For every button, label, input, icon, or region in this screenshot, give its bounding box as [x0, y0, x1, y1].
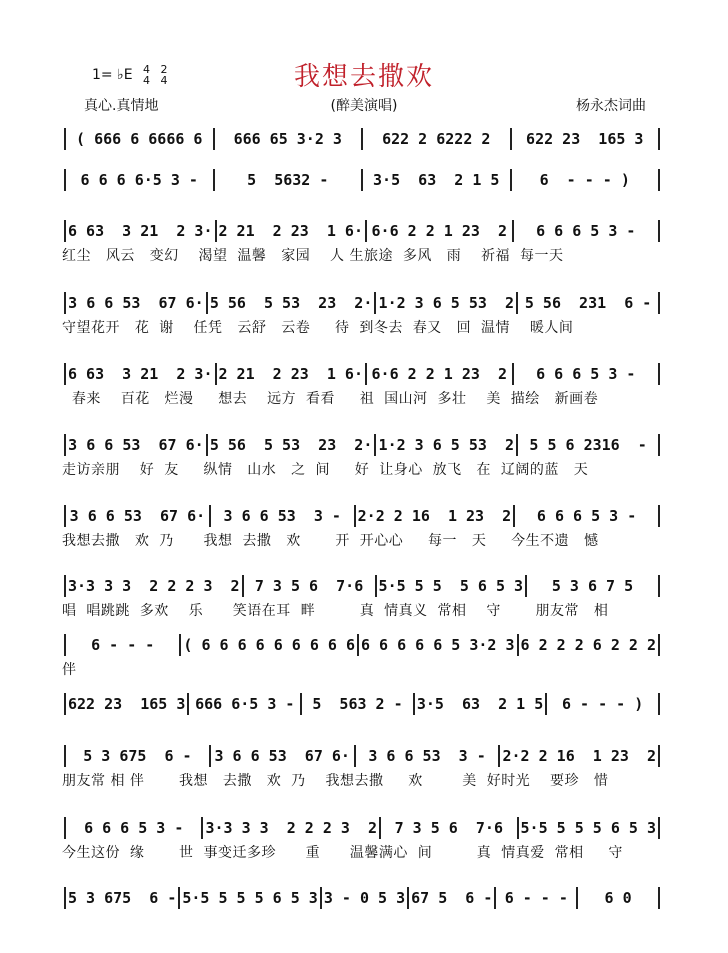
time-sig-a: 4 4: [143, 63, 150, 87]
barline: [64, 169, 66, 191]
barline: [215, 363, 217, 385]
barline: [658, 292, 660, 314]
measure: 3 6 6 53 3 -: [223, 507, 341, 525]
notation-line: [62, 292, 662, 314]
measure: 3 6 6 53 3 -: [368, 747, 486, 765]
measure: 3 6 6 53 67 6·: [68, 294, 204, 312]
barline: [361, 169, 363, 191]
barline: [361, 128, 363, 150]
barline: [64, 817, 66, 839]
barline: [64, 505, 66, 527]
measure: 6 6 6 5 3 -: [536, 365, 636, 383]
measure: 622 23 165 3: [68, 695, 186, 713]
barline: [215, 220, 217, 242]
barline: [64, 363, 66, 385]
notation-line: [62, 575, 662, 597]
measure: 5 56 5 53 23 2·: [209, 436, 373, 454]
barline: [354, 505, 356, 527]
lyrics-line: 我想去撒 欢 乃 我想 去撒 欢 开 开心心 每一 天 今生不遗 憾: [62, 533, 599, 549]
barline: [354, 745, 356, 767]
measure: 2 21 2 23 1 6·: [218, 365, 363, 383]
barline: [576, 887, 578, 909]
barline: [64, 575, 66, 597]
measure: 5·5 5 5 5 6 5 3: [182, 889, 318, 907]
barline: [64, 220, 66, 242]
notation-line: [62, 434, 662, 456]
lyrics-line: 朋友常 相 伴 我想 去撒 欢 乃 我想去撒 欢 美 好时光 要珍 惜: [62, 773, 609, 789]
lyrics-line: 唱 唱跳跳 多欢 乐 笑语在耳 畔 真 情真义 常相 守 朋友常 相: [62, 603, 609, 619]
barline: [510, 128, 512, 150]
barline: [407, 887, 409, 909]
measure: 1·2 3 6 5 53 2: [378, 294, 515, 312]
measure: 666 65 3·2 3: [233, 130, 342, 148]
barline: [516, 434, 518, 456]
measure: 6 6 6 5 3 -: [536, 507, 637, 525]
barline: [498, 745, 500, 767]
barline: [517, 634, 519, 656]
measure: 6 0: [604, 889, 632, 907]
barline: [658, 745, 660, 767]
measure: 67 5 6 -: [411, 889, 493, 907]
notation-line: [62, 887, 662, 909]
barline: [658, 220, 660, 242]
measure: 6 - - -: [91, 636, 155, 654]
score-row: [62, 887, 662, 909]
notation-line: [62, 745, 662, 767]
measure: ( 666 6 6666 6: [76, 130, 203, 148]
measure: 5 5 6 2316 -: [529, 436, 647, 454]
barline: [413, 693, 415, 715]
barline: [242, 575, 244, 597]
barline: [379, 817, 381, 839]
barline: [374, 292, 376, 314]
barline: [374, 434, 376, 456]
measure: 3 - 0 5 3: [323, 889, 406, 907]
barline: [209, 505, 211, 527]
lyrics-line: 今生这份 缘 世 事变迁多珍 重 温馨满心 间 真 情真爱 常相 守: [62, 845, 623, 861]
score-row: [62, 693, 662, 715]
score-row: [62, 128, 662, 150]
barline: [658, 575, 660, 597]
barline: [201, 817, 203, 839]
lyrics-line: 红尘 风云 变幻 渴望 温馨 家园 人 生旅途 多风 雨 祈福 每一天: [62, 248, 564, 264]
measure: 6 63 3 21 2 3·: [68, 365, 213, 383]
measure: 5 56 5 53 23 2·: [209, 294, 373, 312]
barline: [658, 634, 660, 656]
notation-line: [62, 693, 662, 715]
measure: ( 6 6 6 6 6 6 6 6 6: [183, 636, 355, 654]
measure: 5·5 5 5 5 6 5 3: [378, 577, 524, 595]
barline: [64, 128, 66, 150]
measure: 5 5632 -: [247, 171, 329, 189]
measure: 6 6 6 5 3 -: [84, 819, 184, 837]
measure: 5 563 2 -: [312, 695, 403, 713]
measure: 3 6 6 53 67 6·: [68, 436, 204, 454]
barline: [658, 169, 660, 191]
lyrics-line: 伴: [62, 662, 77, 678]
measure: 3·5 63 2 1 5: [373, 171, 500, 189]
barline: [64, 887, 66, 909]
measure: 6 - - - ): [562, 695, 644, 713]
measure: 2·2 2 16 1 23 2: [502, 747, 657, 765]
measure: 5 3 675 6 -: [83, 747, 192, 765]
measure: 3·3 3 3 2 2 2 3 2: [68, 577, 240, 595]
measure: 6 6 6 6 6 5 3·2 3: [361, 636, 515, 654]
barline: [658, 887, 660, 909]
measure: 622 23 165 3: [526, 130, 644, 148]
measure: 6 2 2 2 6 2 2 2: [520, 636, 656, 654]
song-subtitle: (醉美演唱): [330, 98, 398, 114]
measure: 6 63 3 21 2 3·: [68, 222, 213, 240]
measure: 3·3 3 3 2 2 2 3 2: [205, 819, 378, 837]
barline: [209, 745, 211, 767]
score-row: [62, 292, 662, 338]
measure: 2·2 2 16 1 23 2: [357, 507, 512, 525]
lyrics-line: 守望花开 花 谢 任凭 云舒 云卷 待 到冬去 春又 回 温情 暖人间: [62, 320, 574, 336]
barline: [512, 363, 514, 385]
barline: [178, 887, 180, 909]
notation-line: [62, 817, 662, 839]
barline: [365, 363, 367, 385]
barline: [658, 128, 660, 150]
barline: [64, 745, 66, 767]
barline: [179, 634, 181, 656]
measure: 5 3 675 6 -: [68, 889, 177, 907]
time-sig-b: 2 4: [160, 63, 168, 87]
barline: [357, 634, 359, 656]
barline: [206, 292, 208, 314]
barline: [64, 434, 66, 456]
score-row: [62, 434, 662, 480]
barline: [206, 434, 208, 456]
lyrics-line: 走访亲朋 好 友 纵情 山水 之 间 好 让身心 放飞 在 辽阔的蓝 天: [62, 462, 589, 478]
measure: 3 6 6 53 67 6·: [69, 507, 206, 525]
score-row: [62, 505, 662, 551]
notation-line: [62, 220, 662, 242]
barline: [517, 817, 519, 839]
barline: [658, 434, 660, 456]
notation-line: [62, 169, 662, 191]
measure: 7 3 5 6 7·6: [254, 577, 364, 595]
barline: [513, 505, 515, 527]
score-row: [62, 169, 662, 191]
measure: 2 21 2 23 1 6·: [218, 222, 363, 240]
barline: [658, 693, 660, 715]
measure: 6 - - -: [504, 889, 568, 907]
measure: 5 56 231 6 -: [524, 294, 652, 312]
measure: 1·2 3 6 5 53 2: [378, 436, 515, 454]
barline: [64, 634, 66, 656]
barline: [525, 575, 527, 597]
key-label: 1= ♭E: [92, 67, 133, 83]
song-author: 杨永杰词曲: [576, 98, 646, 114]
barline: [213, 128, 215, 150]
barline: [494, 887, 496, 909]
barline: [516, 292, 518, 314]
measure: 5·5 5 5 5 6 5 3: [520, 819, 656, 837]
lyrics-line: 春来 百花 烂漫 想去 远方 看看 祖 国山河 多壮 美 描绘 新画卷: [62, 391, 599, 407]
measure: 6·6 2 2 1 23 2: [371, 222, 507, 240]
barline: [213, 169, 215, 191]
measure: 6 - - - ): [539, 171, 630, 189]
measure: 666 6·5 3 -: [195, 695, 295, 713]
measure: 3 6 6 53 67 6·: [214, 747, 350, 765]
score-row: [62, 634, 662, 680]
score-row: [62, 745, 662, 791]
notation-line: [62, 634, 662, 656]
barline: [365, 220, 367, 242]
barline: [510, 169, 512, 191]
score-row: [62, 220, 662, 266]
notation-line: [62, 363, 662, 385]
performance-mood: 真心.真情地: [84, 98, 159, 114]
barline: [187, 693, 189, 715]
measure: 6 6 6 6·5 3 -: [80, 171, 198, 189]
notation-line: [62, 128, 662, 150]
barline: [658, 363, 660, 385]
score-row: [62, 575, 662, 621]
barline: [658, 505, 660, 527]
barline: [658, 817, 660, 839]
barline: [64, 292, 66, 314]
measure: 6 6 6 5 3 -: [536, 222, 636, 240]
barline: [64, 693, 66, 715]
barline: [320, 887, 322, 909]
score-row: [62, 817, 662, 863]
barline: [300, 693, 302, 715]
notation-line: [62, 505, 662, 527]
measure: 5 3 6 7 5: [551, 577, 634, 595]
song-title: 我想去撒欢: [293, 62, 434, 92]
barline: [545, 693, 547, 715]
barline: [512, 220, 514, 242]
measure: 6·6 2 2 1 23 2: [371, 365, 507, 383]
measure: 622 2 6222 2: [382, 130, 491, 148]
measure: 3·5 63 2 1 5: [416, 695, 544, 713]
score-row: [62, 363, 662, 409]
measure: 7 3 5 6 7·6: [394, 819, 503, 837]
barline: [375, 575, 377, 597]
